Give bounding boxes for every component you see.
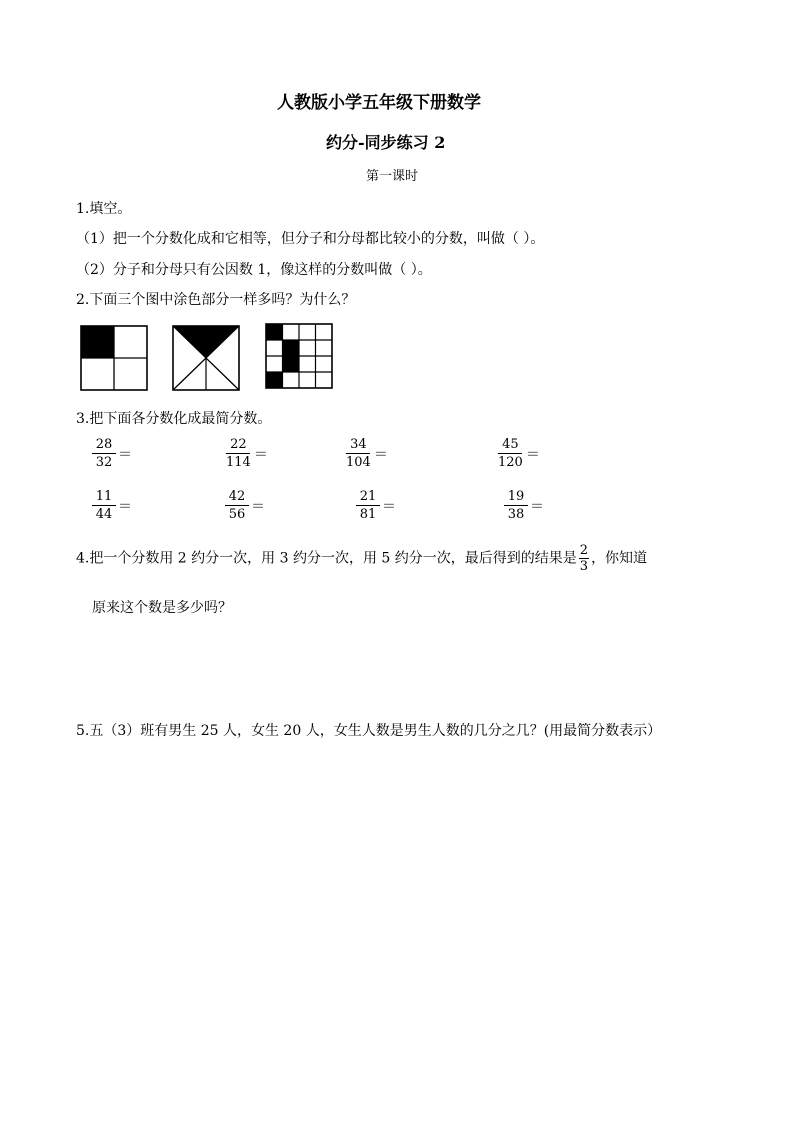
fraction-numerator: 42 (225, 490, 249, 506)
equals-sign: ＝ (251, 498, 265, 515)
q1-title: 1.填空。 (76, 201, 132, 217)
q5-text: 5.五（3）班有男生 25 人，女生 20 人，女生人数是男生人数的几分之几？(用最简分数表示） (76, 723, 662, 739)
fraction-numerator: 34 (346, 438, 370, 454)
equals-sign: ＝ (253, 446, 268, 463)
q3-fraction (92, 490, 132, 521)
fraction-denominator: 3 (579, 559, 589, 574)
q3-fraction (225, 490, 265, 521)
q4-text-before: 4.把一个分数用 2 约分一次，用 3 约分一次，用 5 约分一次，最后得到的结果是 (76, 550, 577, 567)
fraction-numerator: 22 (226, 438, 250, 454)
equals-sign: ＝ (118, 498, 132, 515)
q3-fraction (497, 438, 540, 469)
lesson-label: 第一课时 (366, 169, 419, 184)
fraction-numerator: 2 (579, 543, 589, 558)
fraction-denominator: 104 (346, 455, 371, 470)
figure-square-triangles (172, 325, 240, 391)
fraction-numerator: 28 (92, 438, 116, 454)
q4-line-2: 原来这个数是多少吗？ (92, 600, 232, 616)
fraction-numerator: 19 (504, 490, 528, 506)
fraction-denominator: 114 (226, 455, 251, 470)
q4-text-after: ，你知道 (591, 550, 648, 567)
page-subtitle: 约分-同步练习 2 (326, 133, 446, 152)
fraction-denominator: 81 (359, 507, 377, 522)
q3-fraction (356, 490, 396, 521)
fraction-denominator: 32 (95, 455, 113, 470)
fraction-numerator: 11 (92, 490, 116, 506)
equals-sign: ＝ (530, 498, 544, 515)
q4-text (76, 544, 647, 573)
page-title: 人教版小学五年级下册数学 (277, 93, 481, 113)
fraction-denominator: 56 (228, 507, 246, 522)
fraction-numerator: 45 (498, 438, 522, 454)
q3-fraction (345, 438, 388, 469)
fraction-denominator: 44 (95, 507, 113, 522)
q4-result-fraction (579, 544, 589, 573)
q3-fraction (225, 438, 268, 469)
fraction-denominator: 120 (498, 455, 523, 470)
equals-sign: ＝ (373, 446, 388, 463)
q1-item-2: （2）分子和分母只有公因数 1，像这样的分数叫做（ ）。 (76, 262, 432, 278)
figure-square-quartered (80, 325, 148, 391)
equals-sign: ＝ (525, 446, 540, 463)
equals-sign: ＝ (382, 498, 396, 515)
q3-title: 3.把下面各分数化成最简分数。 (76, 411, 272, 427)
fraction-denominator: 38 (507, 507, 525, 522)
q2-title: 2.下面三个图中涂色部分一样多吗？为什么？ (76, 292, 356, 308)
q1-item-1: （1）把一个分数化成和它相等，但分子和分母都比较小的分数，叫做（ ）。 (76, 231, 545, 247)
q3-fraction (504, 490, 544, 521)
fraction-numerator: 21 (356, 490, 380, 506)
q3-fraction (92, 438, 132, 469)
equals-sign: ＝ (118, 446, 132, 463)
figure-grid-4x4 (265, 323, 333, 389)
